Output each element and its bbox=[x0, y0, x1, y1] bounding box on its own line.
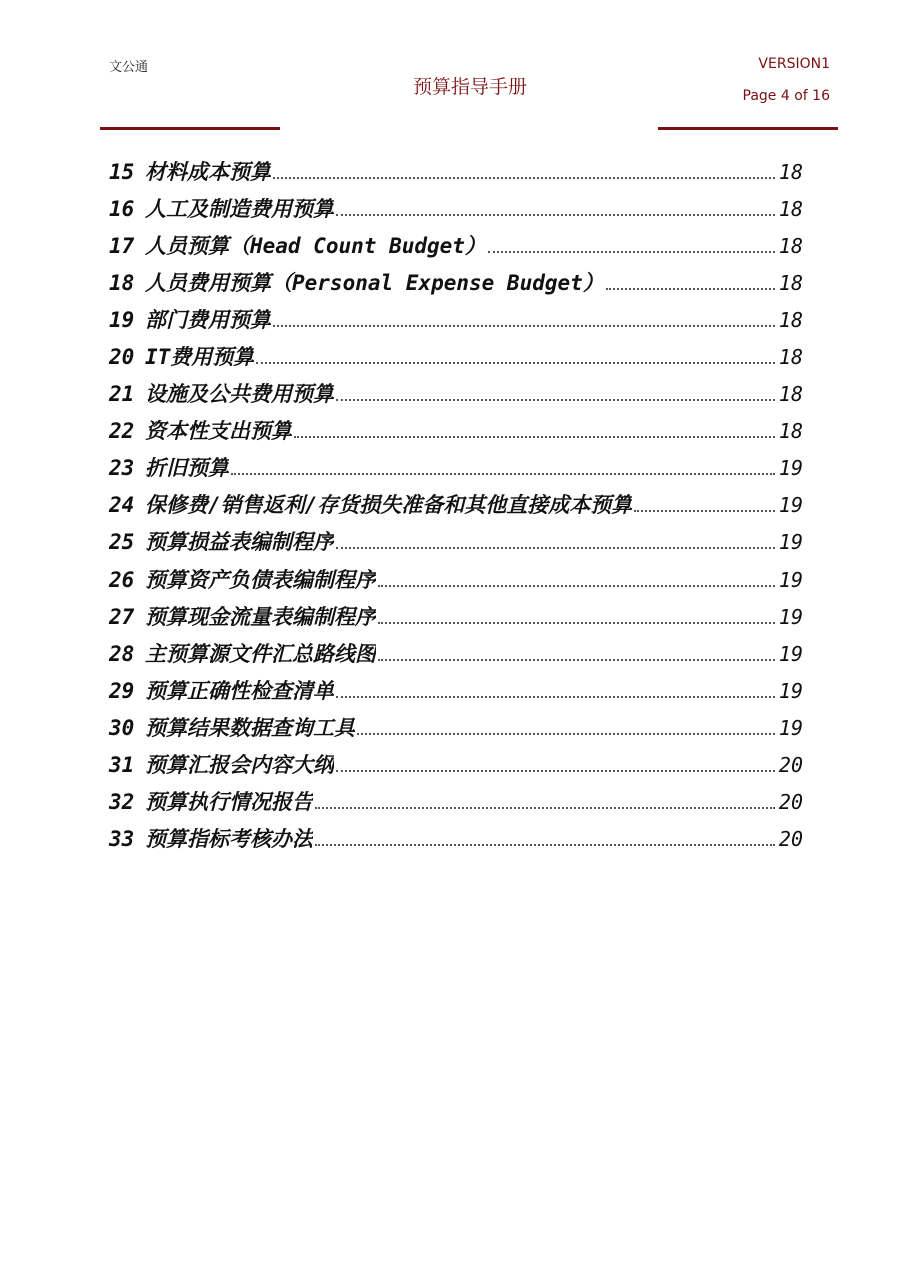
toc-entry-title: 预算执行情况报告 bbox=[145, 789, 313, 814]
toc-leader-dots bbox=[315, 807, 775, 809]
toc-entry-21[interactable] bbox=[109, 378, 803, 415]
toc-leader-dots bbox=[378, 659, 775, 661]
toc-entry-number: 23 bbox=[109, 456, 135, 481]
toc-entry-page: 18 bbox=[778, 308, 803, 333]
toc-entry-20[interactable] bbox=[109, 341, 803, 378]
toc-leader-dots bbox=[273, 177, 775, 179]
toc-entry-page: 19 bbox=[778, 456, 803, 481]
toc-entry-title: 预算汇报会内容大纲 bbox=[145, 752, 334, 777]
toc-entry-page: 18 bbox=[778, 382, 803, 407]
toc-entry-27[interactable] bbox=[109, 601, 803, 638]
toc-entry-31[interactable] bbox=[109, 749, 803, 786]
toc-entry-25[interactable] bbox=[109, 526, 803, 563]
toc-entry-32[interactable] bbox=[109, 786, 803, 823]
toc-entry-number: 30 bbox=[109, 715, 135, 740]
toc-entry-page: 18 bbox=[778, 419, 803, 444]
toc-entry-title: 材料成本预算 bbox=[145, 160, 271, 184]
toc-entry-title: 资本性支出预算 bbox=[145, 419, 292, 444]
toc-entry-page: 19 bbox=[778, 567, 803, 592]
toc-entry-title: 部门费用预算 bbox=[145, 308, 271, 333]
toc-entry-number: 18 bbox=[109, 271, 135, 296]
toc-entry-title: 预算损益表编制程序 bbox=[145, 530, 334, 555]
toc-leader-dots bbox=[336, 696, 775, 698]
toc-leader-dots bbox=[294, 436, 775, 438]
header-version: VERSION1 bbox=[758, 56, 830, 72]
table-of-contents bbox=[109, 156, 803, 860]
toc-entry-number: 33 bbox=[109, 826, 135, 851]
toc-leader-dots bbox=[606, 288, 775, 290]
toc-entry-number: 19 bbox=[109, 308, 135, 333]
toc-entry-26[interactable] bbox=[109, 564, 803, 601]
toc-leader-dots bbox=[336, 214, 775, 216]
toc-entry-title: 预算现金流量表编制程序 bbox=[145, 604, 376, 629]
toc-entry-number: 24 bbox=[109, 493, 135, 518]
toc-entry-17[interactable] bbox=[109, 230, 803, 267]
toc-leader-dots bbox=[488, 251, 775, 253]
toc-entry-number: 27 bbox=[109, 604, 135, 629]
toc-entry-page: 18 bbox=[778, 234, 803, 259]
toc-entry-page: 18 bbox=[778, 271, 803, 296]
toc-entry-15[interactable] bbox=[109, 156, 803, 193]
header-company: 文公通 bbox=[109, 60, 149, 75]
toc-entry-number: 16 bbox=[109, 197, 135, 222]
toc-entry-number: 25 bbox=[109, 530, 135, 555]
toc-entry-number: 20 bbox=[109, 345, 135, 370]
toc-entry-title: 预算结果数据查询工具 bbox=[145, 715, 355, 740]
toc-entry-title: 预算指标考核办法 bbox=[145, 826, 313, 851]
toc-entry-19[interactable] bbox=[109, 304, 803, 341]
toc-entry-page: 19 bbox=[778, 678, 803, 703]
toc-entry-number: 15 bbox=[109, 160, 135, 184]
toc-entry-title: 主预算源文件汇总路线图 bbox=[145, 641, 376, 666]
toc-entry-title: 折旧预算 bbox=[145, 456, 229, 481]
header-rule-right bbox=[658, 127, 838, 130]
toc-leader-dots bbox=[357, 733, 775, 735]
toc-entry-number: 32 bbox=[109, 789, 135, 814]
toc-entry-number: 29 bbox=[109, 678, 135, 703]
toc-entry-24[interactable] bbox=[109, 489, 803, 526]
toc-entry-page: 18 bbox=[778, 197, 803, 222]
toc-entry-title: 人员费用预算（Personal Expense Budget） bbox=[145, 271, 604, 296]
header-title: 预算指导手册 bbox=[412, 76, 527, 98]
header-page-number: Page 4 of 16 bbox=[742, 88, 830, 104]
toc-entry-page: 19 bbox=[778, 604, 803, 629]
toc-entry-page: 18 bbox=[778, 160, 803, 184]
toc-leader-dots bbox=[336, 770, 775, 772]
header-rule-left bbox=[100, 127, 280, 130]
toc-entry-number: 28 bbox=[109, 641, 135, 666]
toc-leader-dots bbox=[273, 325, 775, 327]
toc-leader-dots bbox=[336, 547, 775, 549]
toc-entry-page: 19 bbox=[778, 530, 803, 555]
toc-entry-29[interactable] bbox=[109, 675, 803, 712]
toc-entry-23[interactable] bbox=[109, 452, 803, 489]
toc-entry-page: 19 bbox=[778, 715, 803, 740]
toc-leader-dots bbox=[315, 844, 775, 846]
toc-entry-title: 人工及制造费用预算 bbox=[145, 197, 334, 222]
toc-entry-page: 20 bbox=[778, 789, 803, 814]
toc-entry-number: 21 bbox=[109, 382, 135, 407]
toc-leader-dots bbox=[378, 622, 775, 624]
toc-entry-title: 保修费/销售返利/存货损失准备和其他直接成本预算 bbox=[145, 493, 633, 518]
toc-leader-dots bbox=[231, 473, 775, 475]
toc-entry-number: 17 bbox=[109, 234, 135, 259]
toc-entry-30[interactable] bbox=[109, 712, 803, 749]
toc-entry-title: 预算资产负债表编制程序 bbox=[145, 567, 376, 592]
toc-entry-28[interactable] bbox=[109, 638, 803, 675]
toc-entry-33[interactable] bbox=[109, 823, 803, 860]
toc-entry-page: 19 bbox=[778, 493, 803, 518]
toc-entry-number: 22 bbox=[109, 419, 135, 444]
toc-entry-16[interactable] bbox=[109, 193, 803, 230]
header-meta bbox=[743, 56, 830, 104]
toc-leader-dots bbox=[378, 585, 775, 587]
toc-entry-22[interactable] bbox=[109, 415, 803, 452]
toc-entry-18[interactable] bbox=[109, 267, 803, 304]
toc-entry-page: 18 bbox=[778, 345, 803, 370]
toc-leader-dots bbox=[256, 362, 775, 364]
toc-entry-title: 预算正确性检查清单 bbox=[145, 678, 334, 703]
toc-entry-number: 26 bbox=[109, 567, 135, 592]
toc-entry-title: 设施及公共费用预算 bbox=[145, 382, 334, 407]
toc-entry-title: 人员预算（Head Count Budget） bbox=[145, 234, 486, 259]
toc-leader-dots bbox=[634, 510, 775, 512]
toc-entry-page: 19 bbox=[778, 641, 803, 666]
toc-entry-page: 20 bbox=[778, 752, 803, 777]
toc-entry-title: IT费用预算 bbox=[145, 345, 255, 370]
toc-entry-page: 20 bbox=[778, 826, 803, 851]
toc-entry-number: 31 bbox=[109, 752, 135, 777]
toc-leader-dots bbox=[336, 399, 775, 401]
